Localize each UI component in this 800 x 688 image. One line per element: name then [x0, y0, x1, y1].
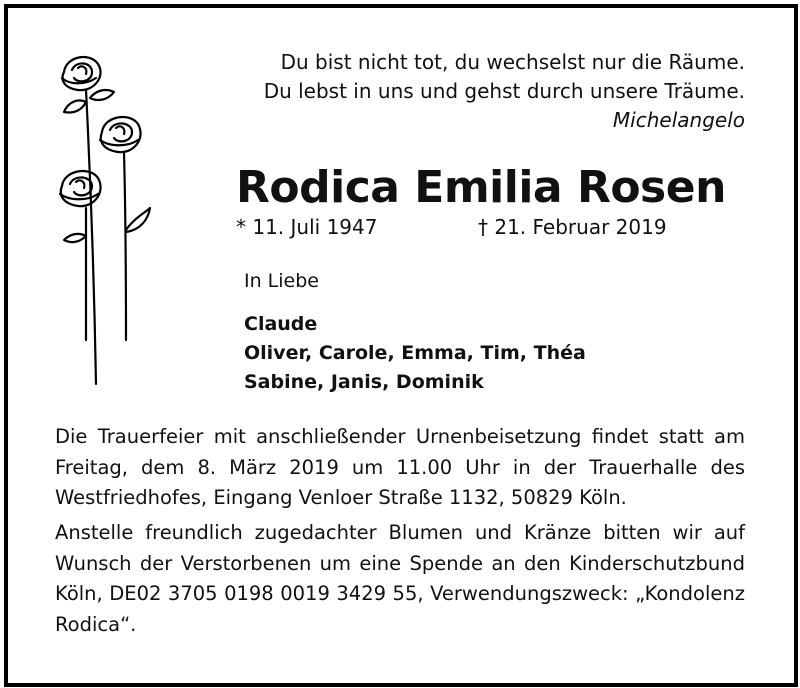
mourner-line: Claude	[244, 313, 318, 335]
mourner-line: Oliver, Carole, Emma, Tim, Théa	[244, 342, 586, 364]
rose-stems-icon	[50, 50, 170, 390]
death-date: † 21. Februar 2019	[478, 215, 667, 239]
quote-author: Michelangelo	[612, 108, 745, 132]
quote-line-2: Du lebst in uns und gehst durch unsere Träume.	[263, 79, 745, 103]
mourner-line: Sabine, Janis, Dominik	[244, 371, 484, 393]
quote-block	[264, 48, 745, 135]
rose-middle-icon	[100, 117, 141, 152]
rose-top-icon	[62, 57, 101, 90]
mourner-list	[244, 310, 586, 397]
family-intro: In Liebe	[244, 270, 319, 292]
birth-date: * 11. Juli 1947	[236, 215, 378, 239]
ceremony-paragraph: Die Trauerfeier mit anschließender Urnenbeisetzung findet statt am Freitag, dem 8. März 2019 um 11.00 Uhr in der Trauerhalle des Westfriedhofes, Eingang Venloer Straße 1132, 50829 Köln.	[55, 425, 745, 509]
donation-paragraph: Anstelle freundlich zugedachter Blumen und Kränze bitten wir auf Wunsch der Verstorbenen um eine Spende an den Kinderschutzbund Köln, DE02 3705 0198 0019 3429 55, Verwendungszweck: „Kondolenz Rodica“.	[55, 521, 745, 636]
quote-line-1: Du bist nicht tot, du wechselst nur die Räume.	[280, 50, 745, 74]
deceased-name: Rodica Emilia Rosen	[236, 162, 726, 213]
rose-bottom-icon	[60, 171, 101, 206]
